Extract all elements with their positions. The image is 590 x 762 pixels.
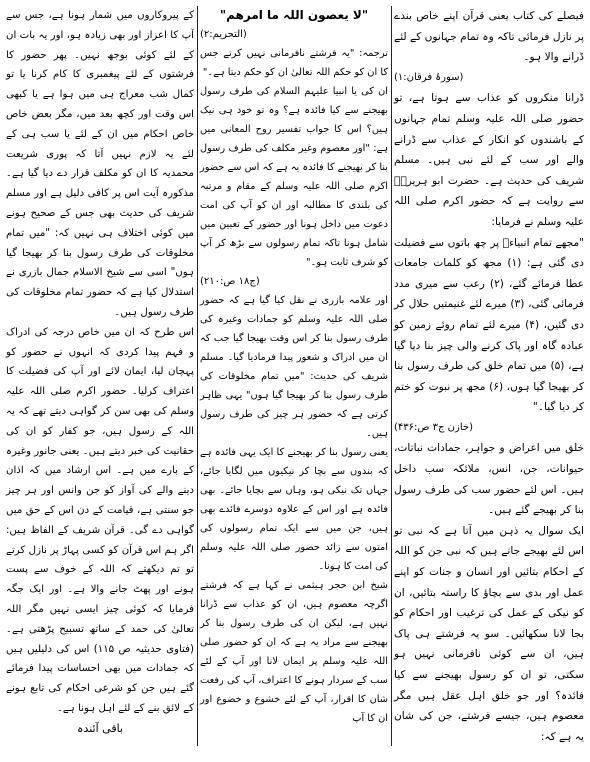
citation: (سورۂ فرقان:۱) bbox=[394, 71, 464, 83]
paragraph: ان کی یا انبیا علیہم السلام کی طرف رسول بھیجنے سے کیا فائدہ ہے؟ وہ تو خود ہی نیک ہیں؟ اس کا جواب تفسیر روح المعانی میں ہے: "اور معصوم وغیر مکلف کی طرف رسول بنا کر بھیجنے کا فائدہ یہ ہے کہ اس سے حضور اکرم صلی اللہ علیہ وسلم کے مقام و مرتبہ کی بلندی کا مطالبہ اور ان کو آپ کی امت دعوت میں داخل ہونا اور حضور کے تعبین میں شامل ہونا تاکہ تمام رسولوں سے بڑھ کر آپ کو شرف ثابت ہو۔" bbox=[200, 86, 388, 268]
paragraph: ایک سوال یہ ذہن میں آتا ہے کہ نبی تو اس لئے بھیجے جاتے ہیں کہ نبی جن کو اللہ کے احکام بتائیں اور انسان و جنات کو اپنے عمل اور بدی سے بچاؤ کا راستہ بتائیں، ان کو نیکی کے عمل کی ترغیب اور احکام کو بجا لانا سکھائیں۔ سو یہ فرشتے ہی پاک ہیں، ان سے کوئی نافرمانی نہیں ہو سکتی، تو ان کو رسول بھیجنے سے کیا فائدہ؟ اور جو خلق اہل عقل ہیں مگر معصوم ہیں، جیسے فرشتے، جن کی شان یہ ہے کہ: bbox=[394, 524, 584, 743]
paragraph: شیخ ابن حجر ہیثمی نے کہا ہے کہ فرشتے اگرچہ معصوم ہیں، ان کو عذاب سے ڈرانا نہیں ہے، لیکن ان کی طرف رسول بنا کر بھیجنے سے مراد یہ ہے کہ ان کو حضور صلی اللہ علیہ وسلم پر ایمان لانا اور آپ کے لئے سب کے سردار ہونے کا اعتراف، آپ کی رفعت شان کا اقرار، آپ کے لئے خشوع و خضوع اور ان کا آپ bbox=[200, 580, 388, 724]
citation: (التحریم:۲) bbox=[200, 29, 247, 40]
left-column bbox=[6, 6, 194, 738]
middle-column bbox=[200, 6, 388, 728]
citation: (خازن ج۳ ص:۴۳۶) bbox=[394, 421, 473, 433]
column-divider bbox=[197, 6, 198, 746]
paragraph: ڈرانا منکروں کو عذاب سے ہوتا ہے، تو حضور صلی اللہ علیہ وسلم تمام جہانوں کے باشندوں کو انکار کے عذاب سے ڈرانے والے اور سب کے لئے نبی ہیں۔ مسلم شریف کی حدیث ہے۔ حضرت ابو ہریرہؓ سے روایت ہے کہ حضور اکرم صلی اللہ علیہ وسلم نے فرمایا: bbox=[394, 92, 584, 228]
paragraph: خلق میں اعراض و جواہر، جمادات نباتات، حیوانات، جن، انس، ملائکہ سب داخل ہیں۔ اس لئے حضور سب کی طرف رسول بنا کر بھیجے گئے ہیں۔ bbox=[394, 442, 584, 517]
verse-heading: "لا یعصون اللہ ما امرھم" bbox=[219, 8, 369, 22]
translation: ترجمہ: "یہ فرشتے نافرمانی نہیں کرتے جس کا ان کو حکم اللہ تعالیٰ ان کو حکم دیتا ہے۔" bbox=[200, 48, 388, 78]
right-column bbox=[394, 6, 584, 747]
citation: (ج۱۸ ص:۲۱۰) bbox=[200, 276, 260, 287]
paragraph: اور علامہ بازری نے نقل کیا گیا ہے کہ حضور صلی اللہ علیہ وسلم کو جمادات وغیرہ کی طرف رسول بنا کر اس وقت بھیجا گیا جب کہ ان میں ادراک و شعور پیدا فرمادیا گیا۔ مسلم شریف کی حدیث: "میں تمام مخلوقات کی طرف رسول بنا کر بھیجا گیا ہوں" یہی ظاہر کرتی ہے کہ حضور ہر چیز کی طرف رسول ہیں۔ bbox=[200, 295, 388, 439]
paragraph: اس طرح کہ ان میں خاص درجہ کی ادراک و فہم پیدا کردی کہ انہوں نے حضور کو پہچان لیا، ایمان لائے اور آپ کی فضیلت کا اعتراف کرلیا۔ حضور اکرم صلی اللہ علیہ وسلم کی بھی سن کر گواہی دیتے تھے کہ یہ اللہ کے رسول ہیں، جو کفار کو ان کی حقانیت کی خبر دیتے ہیں۔ یعنی جانور وغیرہ کے بارے میں ہے۔ اس ارشاد میں کہ اذان دینے والے کی آواز کو جن وانس اور ہر چیز جو سنتی ہے، قیامت کے دن اس کے حق میں گواہی دے گی۔ قرآن شریف کے الفاظ ہیں: اگر ہم اس قرآن کو کسی پہاڑ پر نازل کرتے تو تم دیکھتے کہ اللہ کے خوف سے پست ہونے اور پھٹ جانے والا ہے۔ اور ایک جگہ فرمایا کہ کوئی چیز ایسی نہیں مگر اللہ تعالیٰ کی حمد کے ساتھ تسبیح پڑھتی ہے۔ (فتاوی حدیثیہ ص ۱۱۵) اس کی دلیلیں ہیں کہ جمادات میں بھی احساسات پیدا فرمائے گئے ہیں جن کو شرعی احکام کی تابع ہونے کے لائق بنے کے لئے اہل ہونا ہے۔ bbox=[6, 326, 194, 714]
column-divider bbox=[391, 6, 392, 746]
paragraph: یعنی رسول بنا کر بھیجنے کا ایک یہی فائدہ ہے کہ بندوں سے بچا کر نیکیوں میں لگایا جائے، جہاں تک نیکی ہو، وہاں سے بچایا جائے۔ بھی فائدہ ہے اور اس کے علاوہ دوسرے فائدے بھی ہیں، جن میں سے ایک تمام رسولوں کی امتوں سے زائد حضور صلی اللہ علیہ وسلم کی امت کا ہونا۔ bbox=[200, 447, 388, 572]
paragraph: فیصلے کی کتاب یعنی قرآن اپنے خاص بندے پر نازل فرمائی تاکہ وہ تمام جہانوں کے لئے ڈرانے والا ہو۔ bbox=[394, 10, 584, 64]
hadith-quote: "مجھے تمام انبیاءؑ پر چھ باتوں سے فضیلت دی گئی ہے: (۱) مجھ کو کلمات جامعات عطا فرمائے گئے، (۲) رعب سے میری مدد فرمائی گئی، (۳) میرے لئے غنیمتیں حلال کر دی گئیں، (۴) میرے لئے تمام روئے زمین کو عبادہ گاہ اور پاک کرنے والی چیز بنا دیا گیا ہے، (۵) میں تمام خلق کی طرف رسول بنا کر بھیجا گیا ہوں، (۶) مجھ پر نبوت کو ختم کر دیا گیا۔" bbox=[394, 236, 585, 414]
continued-note: باقی آئندہ bbox=[77, 721, 123, 735]
paragraph: کے پیروکاروں میں شمار ہونا ہے، جس سے آپ کا اعزاز اور بھی زیادہ ہو، اور یہ بات ان کے لئے کوئی بوجھ نہیں۔ پھر حضور کا فرشتوں کے لئے پیغمبری کا کام کرنا یا تو کمال شب معراج ہی میں ہوا ہے یا کبھی اس وقت اور کچھ بعد میں، مگر بعض خاص خاص احکام میں ان کے لئے یا سب ہی کے لئے یہ لازم نہیں آتا کہ پوری شریعت محمدیہ کا ان کو مکلف قرار دے دیا گیا ہے۔ مذکورہ آیت اس پر کافی دلیل ہے اور مسلم شریف کی حدیث بھی جس کے صحیح ہونے میں کوئی اختلاف ہی نہیں کہ: "میں تمام مخلوقات کی طرف رسول بنا کر بھیجا گیا ہوں" اسی سے شیخ الاسلام جمال بازری نے استدلال کیا ہے کہ حضور تمام مخلوقات کی طرف رسول ہیں۔ bbox=[6, 10, 194, 318]
